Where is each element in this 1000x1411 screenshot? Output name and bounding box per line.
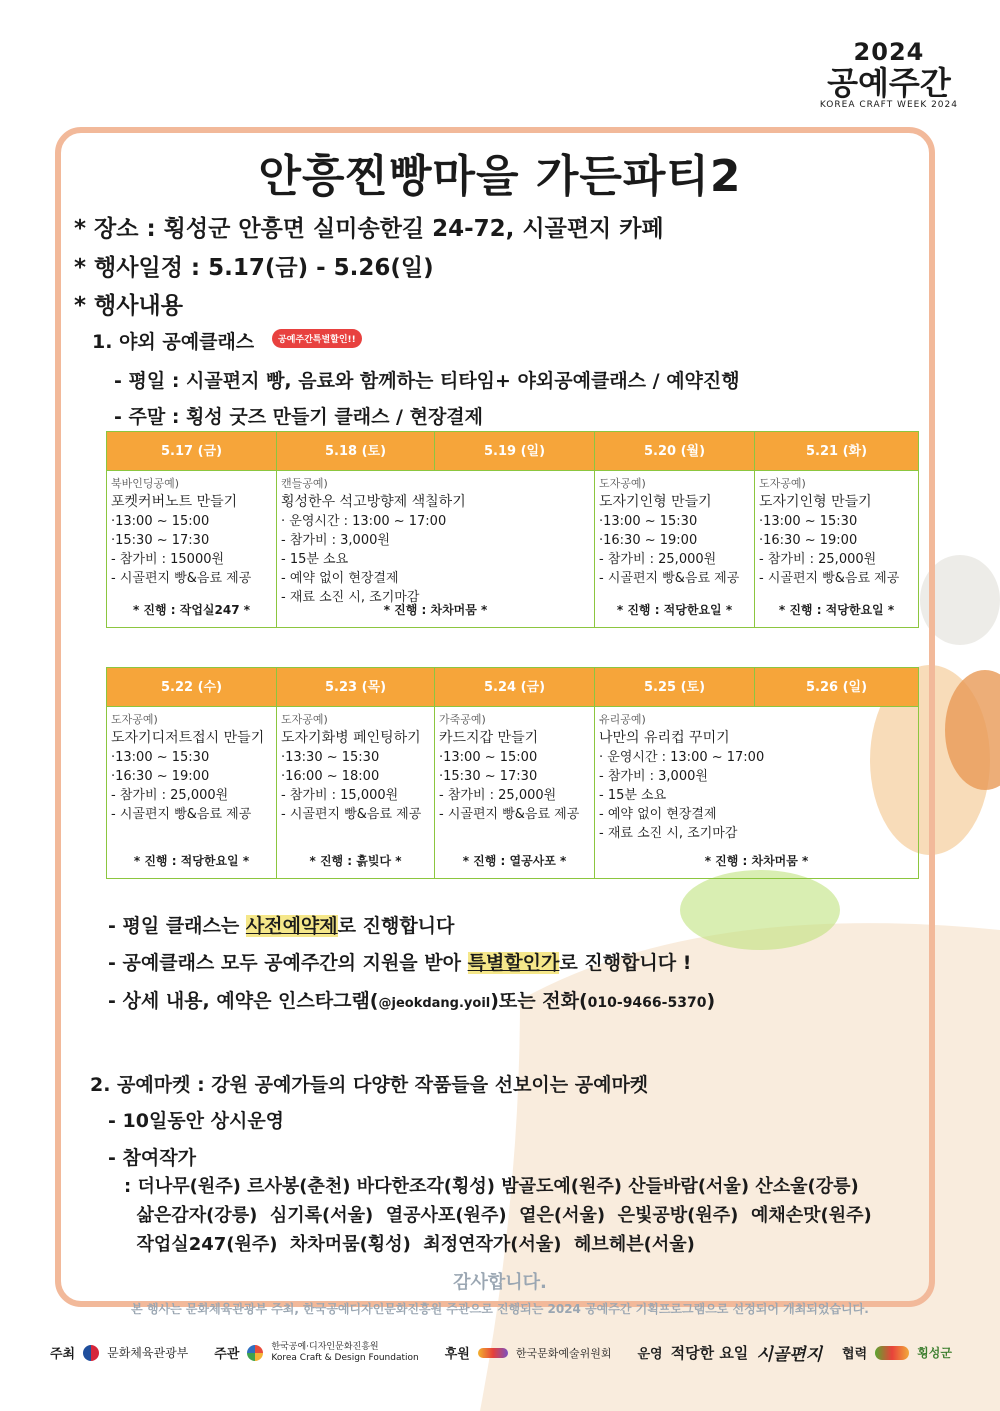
market-duration: - 10일동안 상시운영 xyxy=(108,1110,285,1132)
class-host: * 진행 : 작업실247 * xyxy=(132,603,251,617)
class-cell xyxy=(759,474,914,624)
date-header: 5.22 (수) xyxy=(107,668,277,707)
class-detail: - 15분 소요 xyxy=(281,552,349,567)
kcdf-logo-icon xyxy=(247,1345,263,1361)
class-category: 도자공예) xyxy=(599,477,646,490)
class-detail: - 참가비 : 25,000원 xyxy=(439,788,557,803)
class-detail: - 시골편지 빵&음료 제공 xyxy=(599,571,740,586)
artist-line: : 더나무(원주) 르사봉(춘천) 바다한조각(횡성) 밤골도예(원주) 산들바람(서울) 산소울(강릉) xyxy=(124,1176,859,1197)
org-label: 주관 xyxy=(214,1347,240,1362)
class-detail: - 시골편지 빵&음료 제공 xyxy=(439,807,580,822)
logo-year: 2024 xyxy=(853,38,925,66)
sponsor-bar xyxy=(40,1340,960,1365)
date-header: 5.24 (금) xyxy=(435,668,595,707)
class-category: 도자공예) xyxy=(759,477,806,490)
class-detail: - 예약 없이 현장결제 xyxy=(281,571,399,586)
phone-number: 010-9466-5370 xyxy=(587,995,707,1011)
run-name-2: 시골편지 xyxy=(756,1345,823,1365)
class-category: 가죽공예) xyxy=(439,713,486,726)
date-header: 5.26 (일) xyxy=(755,668,919,707)
class-detail: - 참가비 : 25,000원 xyxy=(599,552,717,567)
schedule-week1 xyxy=(106,431,919,628)
date-header: 5.25 (토) xyxy=(595,668,755,707)
class-category: 유리공예) xyxy=(599,713,646,726)
class-name: 도자기인형 만들기 xyxy=(759,494,872,510)
class-name: 나만의 유리컵 꾸미기 xyxy=(599,730,730,746)
thanks-text: 감사합니다. xyxy=(453,1272,547,1293)
class-host: * 진행 : 흙빚다 * xyxy=(309,854,402,868)
market-artists-label: - 참여작가 xyxy=(108,1147,196,1169)
coop-label: 협력 xyxy=(842,1347,868,1362)
class-cell xyxy=(281,474,590,624)
note-text: 로 진행합니다 ! xyxy=(559,952,692,974)
class-host: * 진행 : 적당한요일 * xyxy=(133,854,250,868)
footnote: 본 행사는 문화체육관광부 주최, 한국공예디자인문화진흥원 주관으로 진행되는 2024 공예주간 기획프로그램으로 선정되어 개최되었습니다. xyxy=(131,1302,869,1316)
note-text: - 상세 내용, 예약은 인스타그램( xyxy=(108,990,379,1012)
class-detail: - 참가비 : 15,000원 xyxy=(281,788,399,803)
note-text: ) xyxy=(706,990,716,1012)
class-detail: · 운영시간 : 13:00 ~ 17:00 xyxy=(281,514,447,529)
info-date: * 행사일정 : 5.17(금) - 5.26(일) xyxy=(74,255,434,281)
artist-line: 삶은감자(강릉) 심기록(서울) 열공사포(원주) 옅은(서울) 은빛공방(원주) 예채손맛(원주) xyxy=(124,1205,872,1226)
host-name: 문화체육관광부 xyxy=(107,1346,189,1360)
section2-title: 2. 공예마켓 : 강원 공예가들의 다양한 작품들을 선보이는 공예마켓 xyxy=(90,1074,649,1096)
class-detail: - 참가비 : 15000원 xyxy=(111,552,225,567)
class-detail: ·16:00 ~ 18:00 xyxy=(281,769,380,784)
class-detail: ·16:30 ~ 19:00 xyxy=(599,533,698,548)
host-label: 주최 xyxy=(50,1347,76,1362)
note-text: 로 진행합니다 xyxy=(337,915,455,937)
run-name-1: 적당한 요일 xyxy=(670,1344,749,1362)
note-text: - 평일 클래스는 xyxy=(108,915,246,937)
class-name: 카드지갑 만들기 xyxy=(439,730,539,746)
class-detail: - 참가비 : 3,000원 xyxy=(599,769,708,784)
class-detail: ·15:30 ~ 17:30 xyxy=(439,769,538,784)
class-detail: - 시골편지 빵&음료 제공 xyxy=(111,807,252,822)
class-host: * 진행 : 차차머뭄 * xyxy=(704,854,809,868)
class-detail: - 시골편지 빵&음료 제공 xyxy=(281,807,422,822)
class-detail: ·13:00 ~ 15:00 xyxy=(111,514,210,529)
class-host: * 진행 : 열공사포 * xyxy=(462,854,567,868)
government-emblem-icon xyxy=(83,1345,99,1361)
page-title: 안흥찐빵마을 가든파티2 xyxy=(258,151,742,202)
class-cell xyxy=(439,710,590,875)
class-detail: - 15분 소요 xyxy=(599,788,667,803)
class-detail: ·16:30 ~ 19:00 xyxy=(759,533,858,548)
arko-logo-icon xyxy=(478,1348,508,1358)
class-detail: ·16:30 ~ 19:00 xyxy=(111,769,210,784)
info-content: * 행사내용 xyxy=(74,293,183,319)
note-discount xyxy=(108,948,691,975)
date-header: 5.19 (일) xyxy=(435,432,595,471)
weekday-desc: - 평일 : 시골편지 빵, 음료와 함께하는 티타임+ 야외공예클래스 / 예약진행 xyxy=(114,370,740,392)
class-detail: ·13:00 ~ 15:30 xyxy=(111,750,210,765)
class-cell xyxy=(111,710,272,875)
date-header: 5.17 (금) xyxy=(107,432,277,471)
class-detail: - 참가비 : 25,000원 xyxy=(111,788,229,803)
note-highlight: 특별할인가 xyxy=(467,952,560,974)
date-header: 5.20 (월) xyxy=(595,432,755,471)
class-name: 도자기인형 만들기 xyxy=(599,494,712,510)
run-label: 운영 xyxy=(637,1347,663,1362)
class-category: 캔들공예) xyxy=(281,477,328,490)
class-name: 도자기디저트접시 만들기 xyxy=(111,730,265,746)
artist-list xyxy=(124,1172,872,1259)
org-name-ko: 한국공예·디자인문화진흥원 xyxy=(271,1341,379,1352)
logo-title: 공예주간 xyxy=(827,64,951,102)
class-detail: ·13:00 ~ 15:00 xyxy=(439,750,538,765)
class-cell xyxy=(599,474,750,624)
class-detail: - 참가비 : 3,000원 xyxy=(281,533,390,548)
class-detail: - 시골편지 빵&음료 제공 xyxy=(111,571,252,586)
class-detail: ·13:00 ~ 15:30 xyxy=(599,514,698,529)
class-detail: - 재료 소진 시, 조기마감 xyxy=(599,826,738,841)
note-text: )또는 전화( xyxy=(490,990,588,1012)
class-host: * 진행 : 적당한요일 * xyxy=(778,603,895,617)
note-contact xyxy=(108,986,715,1013)
date-header: 5.23 (목) xyxy=(277,668,435,707)
class-detail: - 예약 없이 현장결제 xyxy=(599,807,717,822)
class-detail: ·13:30 ~ 15:30 xyxy=(281,750,380,765)
support-name: 한국문화예술위원회 xyxy=(515,1346,612,1360)
class-name: 도자기화병 페인팅하기 xyxy=(281,730,421,746)
craft-week-logo xyxy=(820,38,958,110)
discount-badge: 공예주간특별할인!! xyxy=(272,329,362,348)
note-highlight: 사전예약제 xyxy=(245,915,338,937)
org-name xyxy=(271,1342,418,1364)
class-cell xyxy=(599,710,914,875)
class-detail: · 운영시간 : 13:00 ~ 17:00 xyxy=(599,750,765,765)
weekend-desc: - 주말 : 횡성 굿즈 만들기 클래스 / 현장결제 xyxy=(114,406,484,428)
class-host: * 진행 : 차차머뭄 * xyxy=(383,603,488,617)
section1-title: 1. 야외 공예클래스 xyxy=(92,331,255,353)
class-host: * 진행 : 적당한요일 * xyxy=(616,603,733,617)
artist-line: 작업실247(원주) 차차머뭄(횡성) 최정연작가(서울) 헤브헤븐(서울) xyxy=(124,1234,695,1255)
note-reservation xyxy=(108,911,454,938)
date-header: 5.18 (토) xyxy=(277,432,435,471)
info-place: * 장소 : 횡성군 안흥면 실미송한길 24-72, 시골편지 카페 xyxy=(74,216,664,242)
class-category: 북바인딩공예) xyxy=(111,477,180,490)
class-cell xyxy=(111,474,272,624)
hoengseong-logo-icon xyxy=(875,1346,909,1360)
support-label: 후원 xyxy=(444,1347,470,1362)
schedule-week2 xyxy=(106,667,919,879)
org-name-en: Korea Craft & Design Foundation xyxy=(271,1352,419,1363)
class-detail: - 참가비 : 25,000원 xyxy=(759,552,877,567)
date-header: 5.21 (화) xyxy=(755,432,919,471)
coop-name: 횡성군 xyxy=(917,1346,952,1360)
instagram-handle: @jeokdang.yoil xyxy=(378,996,491,1011)
class-cell xyxy=(281,710,430,875)
class-detail: - 재료 소진 시, 조기마감 xyxy=(281,590,420,605)
class-name: 횡성한우 석고방향제 색칠하기 xyxy=(281,494,466,510)
logo-subtitle: KOREA CRAFT WEEK 2024 xyxy=(819,100,958,110)
class-name: 포켓커버노트 만들기 xyxy=(111,494,238,510)
note-text: - 공예클래스 모두 공예주간의 지원을 받아 xyxy=(108,952,468,974)
class-category: 도자공예) xyxy=(111,713,158,726)
class-category: 도자공예) xyxy=(281,713,328,726)
class-detail: - 시골편지 빵&음료 제공 xyxy=(759,571,900,586)
class-detail: ·15:30 ~ 17:30 xyxy=(111,533,210,548)
class-detail: ·13:00 ~ 15:30 xyxy=(759,514,858,529)
